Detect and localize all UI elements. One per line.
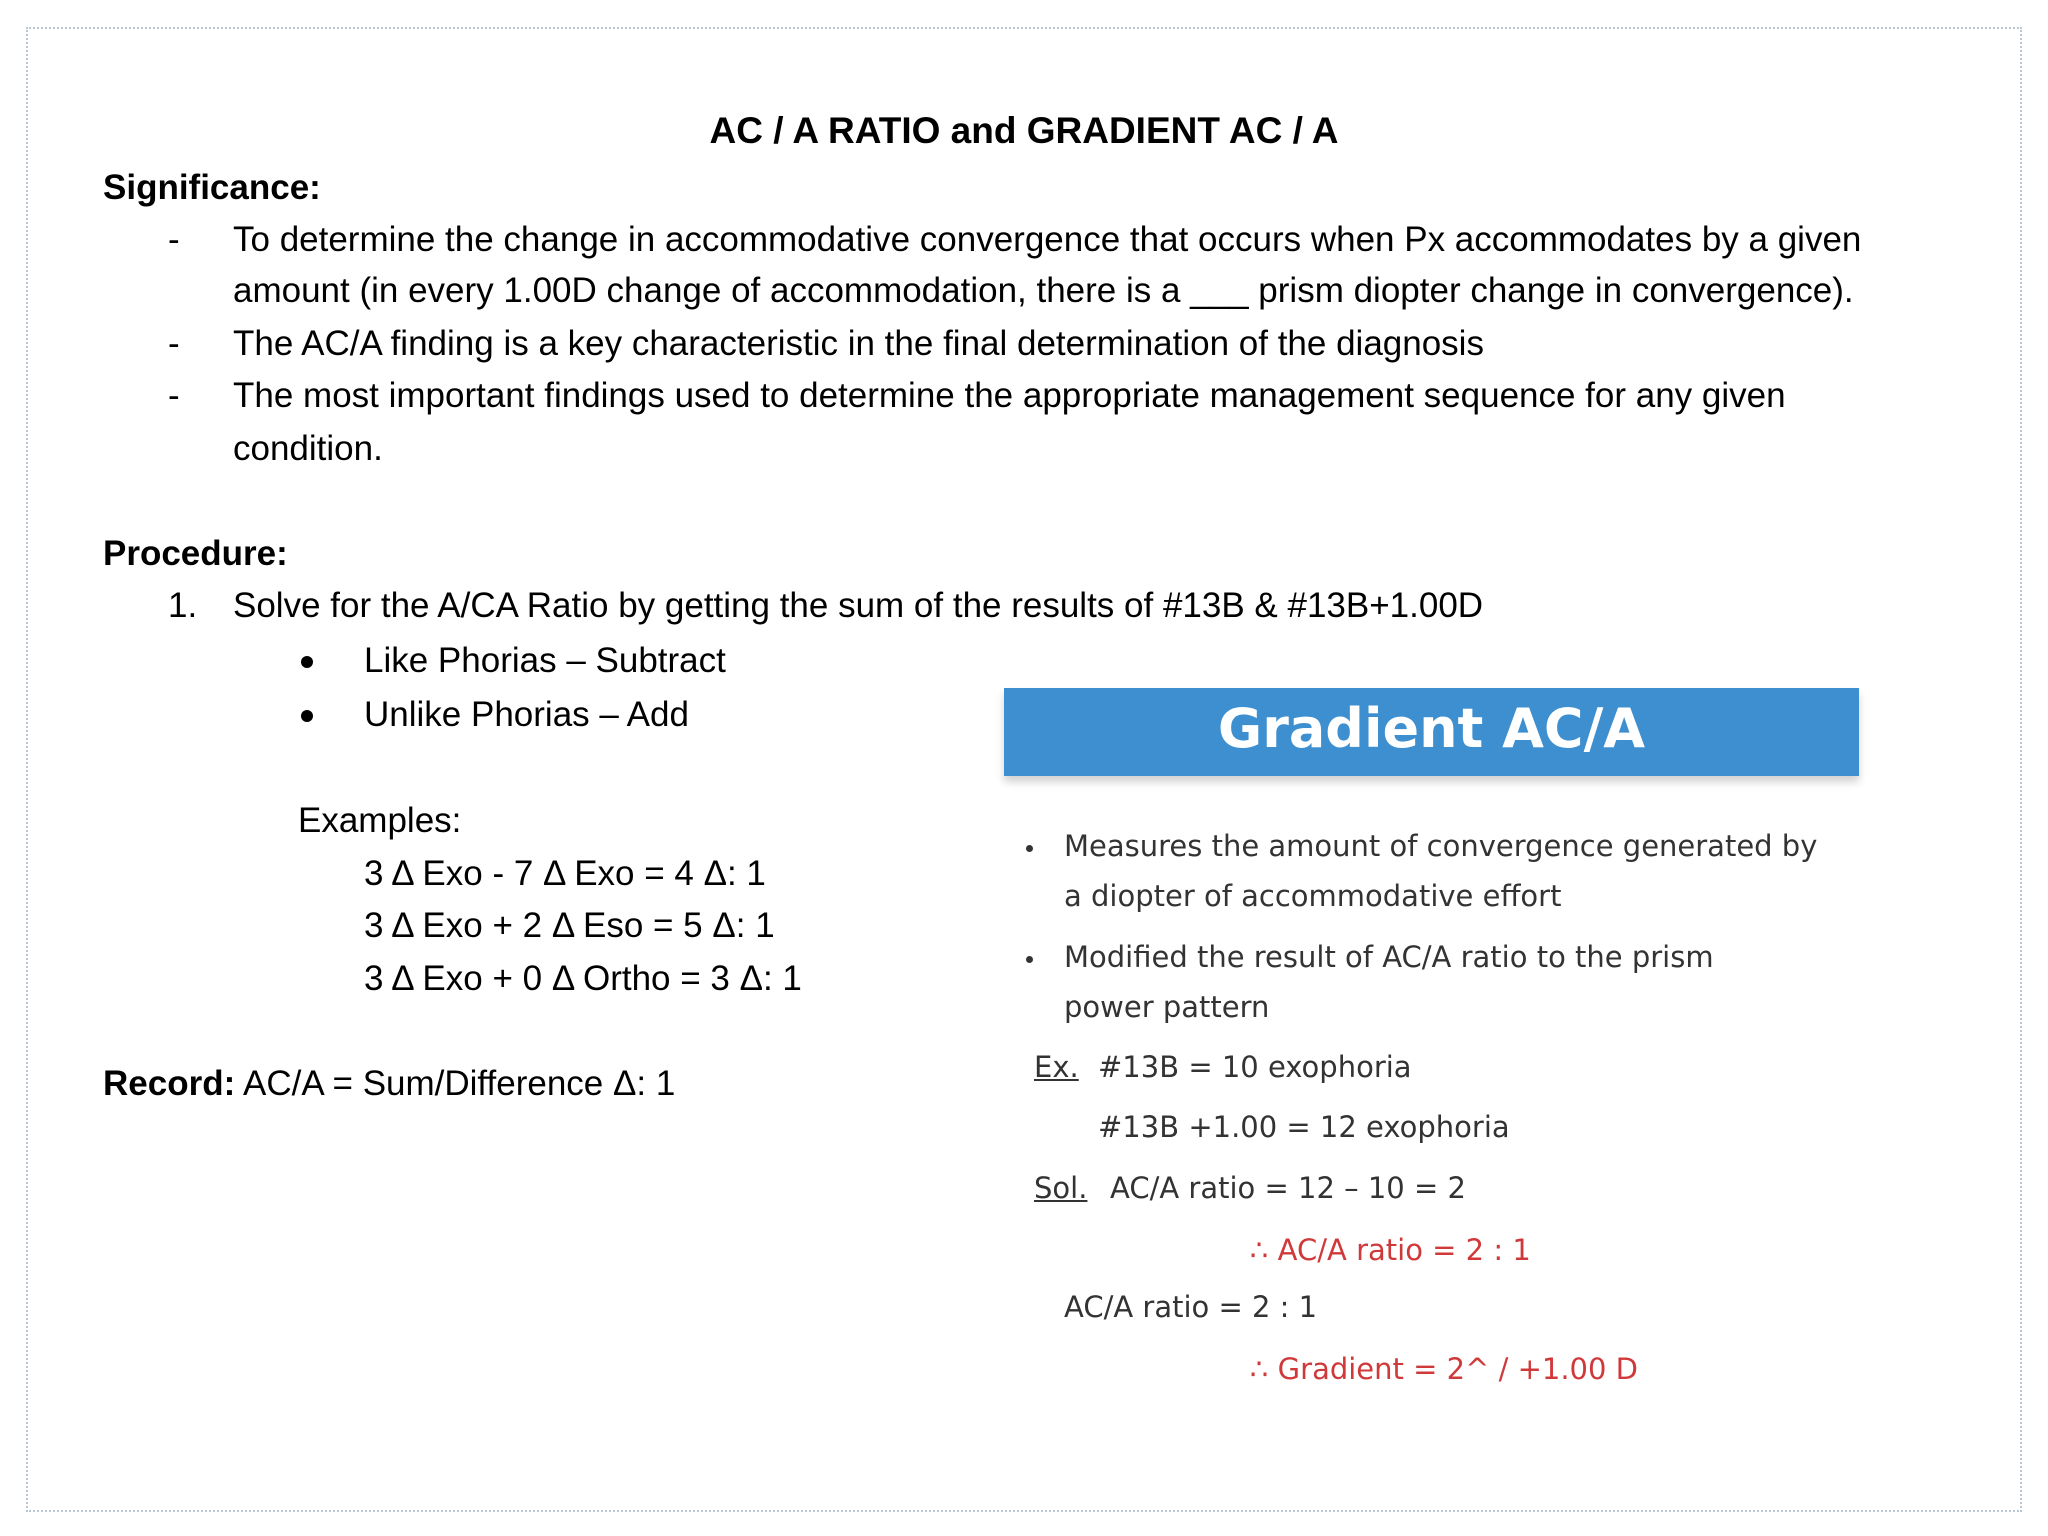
- step-number: 1.: [168, 586, 198, 625]
- significance-heading: Significance:: [103, 168, 321, 207]
- example-line-1: 3 Δ Exo - 7 Δ Exo = 4 Δ: 1: [364, 854, 766, 893]
- step-text: Solve for the A/CA Ratio by getting the sum of the results of #13B & #13B+1.00D: [233, 586, 1484, 625]
- slide-ex-line-1: #13B = 10 exophoria: [1098, 1050, 1412, 1084]
- significance-item-3-line-2: condition.: [233, 429, 383, 468]
- record-line: [103, 1066, 675, 1101]
- slide-banner: [1004, 688, 1859, 776]
- slide-bullet-2-line-1: Modified the result of AC/A ratio to the prism: [1064, 940, 1714, 974]
- dash-bullet: -: [168, 324, 180, 363]
- gradient-slide-image: [1004, 688, 1859, 1408]
- slide-bullet-1-line-1: Measures the amount of convergence generated by: [1064, 829, 1818, 863]
- slide-result-gradient: ∴ Gradient = 2^ / +1.00 D: [1250, 1352, 1639, 1386]
- procedure-heading: Procedure:: [103, 534, 288, 573]
- bullet-icon: [301, 710, 313, 722]
- slide-ex-label: Ex.: [1034, 1050, 1079, 1084]
- slide-ex-line-2: #13B +1.00 = 12 exophoria: [1098, 1110, 1510, 1144]
- slide-sol-line: AC/A ratio = 12 – 10 = 2: [1110, 1171, 1466, 1205]
- procedure-bullet-1: Like Phorias – Subtract: [364, 641, 726, 680]
- examples-label: Examples:: [298, 801, 462, 840]
- record-label: Record:: [103, 1064, 236, 1103]
- example-line-2: 3 Δ Exo + 2 Δ Eso = 5 Δ: 1: [364, 906, 775, 945]
- significance-item-3-line-1: The most important findings used to determine the appropriate management sequence for any given: [233, 376, 1786, 415]
- slide-ratio-line: AC/A ratio = 2 : 1: [1064, 1290, 1318, 1324]
- bullet-icon: [301, 656, 313, 668]
- bullet-icon: [1026, 956, 1033, 963]
- significance-item-1-line-2: amount (in every 1.00D change of accommodation, there is a ___ prism diopter change in convergence).: [233, 271, 1854, 310]
- significance-item-1-line-1: To determine the change in accommodative convergence that occurs when Px accommodates by a given: [233, 220, 1862, 259]
- slide-bullet-2-line-2: power pattern: [1064, 990, 1270, 1024]
- slide-title: Gradient AC/A: [1217, 697, 1646, 760]
- page-title: AC / A RATIO and GRADIENT AC / A: [709, 110, 1339, 151]
- dash-bullet: -: [168, 376, 180, 415]
- slide-sol-label: Sol.: [1034, 1171, 1088, 1205]
- record-value: AC/A = Sum/Difference Δ: 1: [243, 1064, 676, 1103]
- significance-item-2: The AC/A finding is a key characteristic in the final determination of the diagnosis: [233, 324, 1484, 363]
- dash-bullet: -: [168, 220, 180, 259]
- bullet-icon: [1026, 845, 1033, 852]
- example-line-3: 3 Δ Exo + 0 Δ Ortho = 3 Δ: 1: [364, 959, 802, 998]
- slide-result-ratio: ∴ AC/A ratio = 2 : 1: [1250, 1233, 1531, 1267]
- procedure-bullet-2: Unlike Phorias – Add: [364, 695, 689, 734]
- slide-bullet-1-line-2: a diopter of accommodative effort: [1064, 879, 1562, 913]
